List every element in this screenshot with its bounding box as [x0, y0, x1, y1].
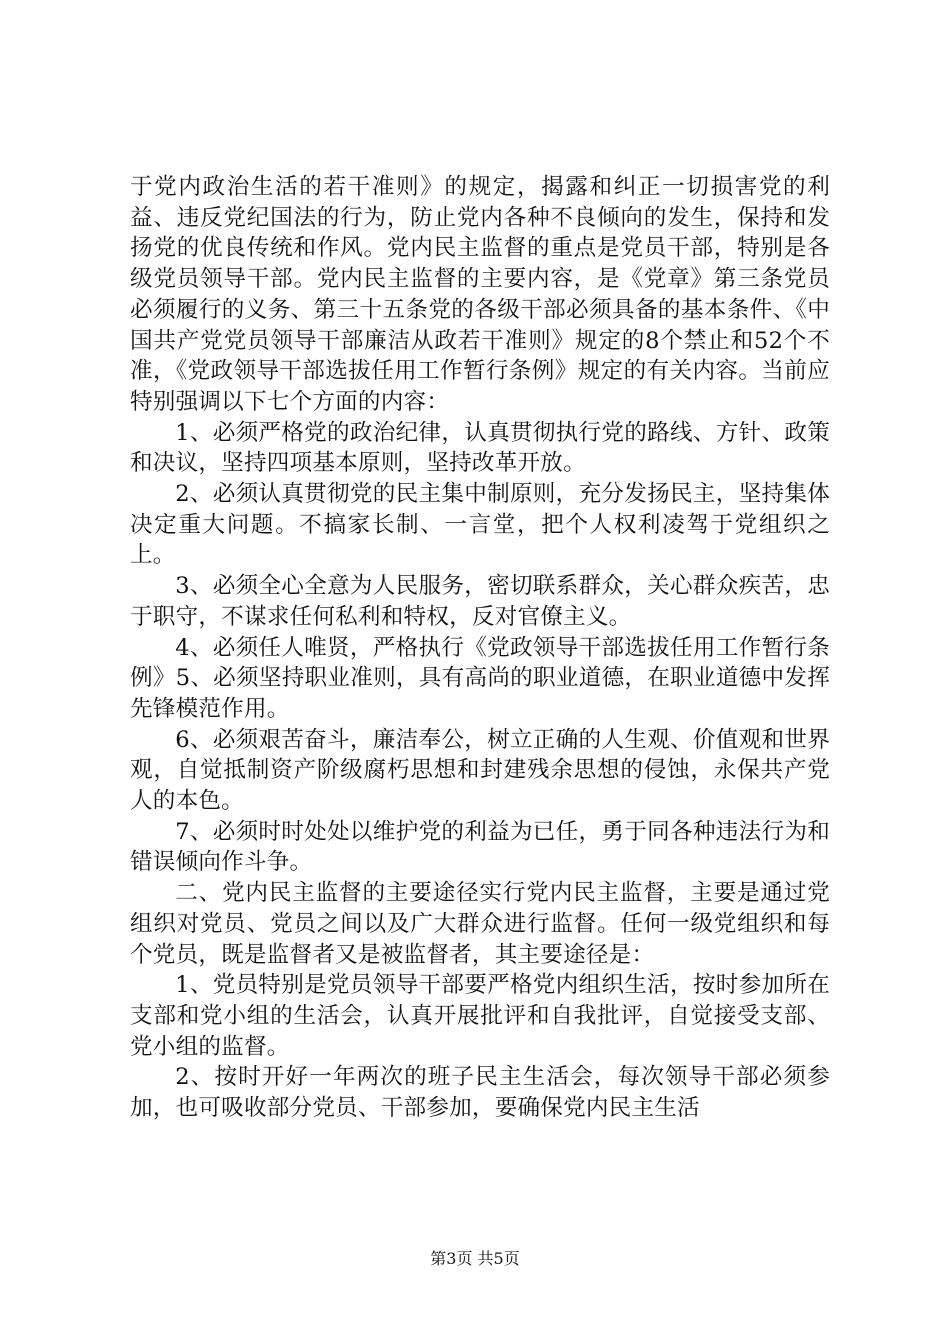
page-footer: 第3页 共5页 — [430, 1249, 520, 1268]
paragraph: 1、党员特别是党员领导干部要严格党内组织生活，按时参加所在支部和党小组的生活会，认真开展批评和自我批评，自觉接受支部、党小组的监督。 — [130, 972, 830, 1060]
paragraph: 4、必须任人唯贤，严格执行《党政领导干部选拔任用工作暂行条例》5、必须坚持职业准则，具有高尚的职业道德，在职业道德中发挥先锋模范作用。 — [130, 634, 830, 722]
paragraph: 2、必须认真贯彻党的民主集中制原则，充分发扬民主，坚持集体决定重大问题。不搞家长制、一言堂，把个人权利凌驾于党组织之上。 — [130, 481, 830, 569]
paragraph: 于党内政治生活的若干准则》的规定，揭露和纠正一切损害党的利益、违反党纪国法的行为，防止党内各种不良倾向的发生，保持和发扬党的优良传统和作风。党内民主监督的重点是党员干部，特别是各级党员领导干部。党内民主监督的主要内容，是《党章》第三条党员必须履行的义务、第三十五条党的各级干部必须具备的基本条件、《中国共产党党员领导干部廉洁从政若干准则》规定的8个禁止和52个不准，《党政领导干部选拔任用工作暂行条例》规定的有关内容。当前应特别强调以下七个方面的内容： — [130, 174, 830, 415]
paragraph: 3、必须全心全意为人民服务，密切联系群众，关心群众疾苦，忠于职守，不谋求任何私利和特权，反对官僚主义。 — [130, 573, 830, 630]
paragraph: 2、按时开好一年两次的班子民主生活会，每次领导干部必须参加，也可吸收部分党员、干部参加，要确保党内民主生活 — [130, 1064, 830, 1122]
paragraph: 二、党内民主监督的主要途径实行党内民主监督，主要是通过党组织对党员、党员之间以及广大群众进行监督。任何一级党组织和每个党员，既是监督者又是被监督者，其主要途径是： — [130, 880, 830, 968]
document-body — [130, 172, 830, 1124]
paragraph: 6、必须艰苦奋斗，廉洁奉公，树立正确的人生观、价值观和世界观，自觉抵制资产阶级腐朽思想和封建残余思想的侵蚀，永保共产党人的本色。 — [130, 726, 830, 815]
paragraph: 7、必须时时处处以维护党的利益为已任，勇于同各种违法行为和错误倾向作斗争。 — [130, 818, 830, 876]
paragraph: 1、必须严格党的政治纪律，认真贯彻执行党的路线、方针、政策和决议，坚持四项基本原则，坚持改革开放。 — [130, 419, 830, 477]
